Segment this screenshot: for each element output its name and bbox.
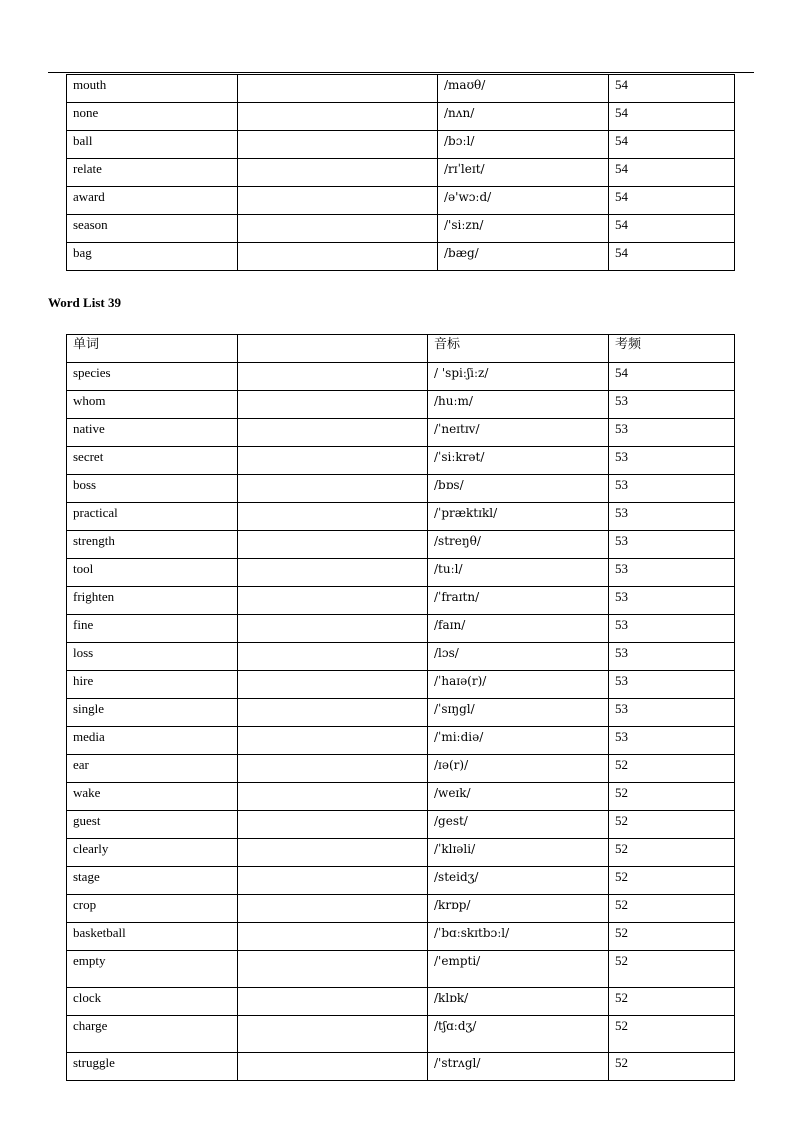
phonetic-cell: /krɒp/ [428, 895, 609, 923]
table-row [67, 699, 735, 727]
phonetic-cell: /ɪə(r)/ [428, 755, 609, 783]
blank-cell [238, 187, 438, 215]
frequency-cell: 53 [609, 615, 735, 643]
phonetic-cell: /weɪk/ [428, 783, 609, 811]
blank-cell [238, 159, 438, 187]
table-row [67, 988, 735, 1016]
phonetic-cell: /ˈneɪtɪv/ [428, 419, 609, 447]
table-row [67, 587, 735, 615]
phonetic-cell: /'empti/ [428, 951, 609, 988]
phonetic-cell: /nʌn/ [438, 103, 609, 131]
frequency-cell: 53 [609, 727, 735, 755]
header-rule [48, 72, 754, 73]
phonetic-cell: /tʃɑːdʒ/ [428, 1016, 609, 1053]
phonetic-cell: /steidʒ/ [428, 867, 609, 895]
frequency-cell: 54 [609, 103, 735, 131]
blank-cell [238, 419, 428, 447]
frequency-cell: 52 [609, 988, 735, 1016]
frequency-cell: 53 [609, 643, 735, 671]
blank-cell [238, 923, 428, 951]
word-list-table [66, 334, 735, 1081]
frequency-cell: 52 [609, 895, 735, 923]
phonetic-cell: /'siːzn/ [438, 215, 609, 243]
blank-cell [238, 643, 428, 671]
phonetic-cell: /faɪn/ [428, 615, 609, 643]
table-row [67, 243, 735, 271]
phonetic-cell: /ˈpræktɪkl/ [428, 503, 609, 531]
word-cell: boss [67, 475, 238, 503]
word-table-continued [66, 74, 735, 271]
blank-cell [238, 587, 428, 615]
word-cell: clearly [67, 839, 238, 867]
word-cell: bag [67, 243, 238, 271]
phonetic-cell: /lɔs/ [428, 643, 609, 671]
blank-cell [238, 363, 428, 391]
table-row [67, 559, 735, 587]
word-cell: guest [67, 811, 238, 839]
word-cell: basketball [67, 923, 238, 951]
frequency-cell: 52 [609, 1016, 735, 1053]
blank-cell [238, 755, 428, 783]
word-cell: media [67, 727, 238, 755]
phonetic-cell: /klɒk/ [428, 988, 609, 1016]
table-row [67, 475, 735, 503]
word-cell: practical [67, 503, 238, 531]
blank-cell [238, 475, 428, 503]
table-row [67, 215, 735, 243]
table-row [67, 159, 735, 187]
word-cell: secret [67, 447, 238, 475]
table-row [67, 923, 735, 951]
table-row [67, 895, 735, 923]
frequency-cell: 54 [609, 215, 735, 243]
blank-cell [238, 811, 428, 839]
blank-cell [238, 867, 428, 895]
word-cell: none [67, 103, 238, 131]
table-row [67, 75, 735, 103]
frequency-cell: 52 [609, 755, 735, 783]
phonetic-cell: /ˈhaɪə(r)/ [428, 671, 609, 699]
frequency-cell: 53 [609, 699, 735, 727]
table-row [67, 811, 735, 839]
frequency-cell: 54 [609, 75, 735, 103]
blank-cell [238, 727, 428, 755]
frequency-cell: 52 [609, 839, 735, 867]
blank-cell [238, 243, 438, 271]
word-cell: whom [67, 391, 238, 419]
frequency-cell: 53 [609, 391, 735, 419]
word-cell: stage [67, 867, 238, 895]
table-header-row [67, 335, 735, 363]
word-cell: hire [67, 671, 238, 699]
table-row [67, 727, 735, 755]
blank-cell [238, 75, 438, 103]
blank-cell [238, 215, 438, 243]
word-cell: crop [67, 895, 238, 923]
phonetic-cell: /huːm/ [428, 391, 609, 419]
frequency-cell: 53 [609, 531, 735, 559]
column-header-word: 单词 [67, 335, 238, 363]
section-heading: Word List 39 [48, 295, 121, 310]
table-row [67, 643, 735, 671]
blank-cell [238, 839, 428, 867]
table-row [67, 839, 735, 867]
phonetic-cell: /tuːl/ [428, 559, 609, 587]
phonetic-cell: /ˈbɑːskɪtbɔːl/ [428, 923, 609, 951]
word-cell: fine [67, 615, 238, 643]
frequency-cell: 52 [609, 811, 735, 839]
phonetic-cell: /bɒs/ [428, 475, 609, 503]
blank-cell [238, 615, 428, 643]
table-row [67, 103, 735, 131]
phonetic-cell: /gest/ [428, 811, 609, 839]
word-cell: strength [67, 531, 238, 559]
blank-cell [238, 447, 428, 475]
frequency-cell: 52 [609, 867, 735, 895]
table-row [67, 363, 735, 391]
blank-cell [238, 988, 428, 1016]
phonetic-cell: /ˈsɪŋgl/ [428, 699, 609, 727]
blank-cell [238, 335, 428, 363]
word-cell: season [67, 215, 238, 243]
frequency-cell: 52 [609, 1053, 735, 1081]
frequency-cell: 52 [609, 783, 735, 811]
phonetic-cell: /rɪˈleɪt/ [438, 159, 609, 187]
phonetic-cell: /ˈsiːkrət/ [428, 447, 609, 475]
word-cell: ball [67, 131, 238, 159]
frequency-cell: 54 [609, 131, 735, 159]
phonetic-cell: /bɔːl/ [438, 131, 609, 159]
table-row [67, 951, 735, 988]
table-row [67, 187, 735, 215]
phonetic-cell: /ˈklɪəli/ [428, 839, 609, 867]
frequency-cell: 53 [609, 475, 735, 503]
blank-cell [238, 783, 428, 811]
frequency-cell: 53 [609, 447, 735, 475]
phonetic-cell: /streŋθ/ [428, 531, 609, 559]
blank-cell [238, 895, 428, 923]
frequency-cell: 54 [609, 187, 735, 215]
word-cell: loss [67, 643, 238, 671]
frequency-cell: 53 [609, 503, 735, 531]
frequency-cell: 53 [609, 671, 735, 699]
blank-cell [238, 503, 428, 531]
table-row [67, 419, 735, 447]
table-row [67, 131, 735, 159]
word-cell: clock [67, 988, 238, 1016]
blank-cell [238, 1053, 428, 1081]
word-cell: species [67, 363, 238, 391]
table-row [67, 1016, 735, 1053]
table-row [67, 783, 735, 811]
table-row [67, 503, 735, 531]
table-row [67, 391, 735, 419]
phonetic-cell: /ˈmiːdiə/ [428, 727, 609, 755]
blank-cell [238, 131, 438, 159]
word-cell: tool [67, 559, 238, 587]
phonetic-cell: /bæg/ [438, 243, 609, 271]
column-header-frequency: 考频 [609, 335, 735, 363]
word-cell: native [67, 419, 238, 447]
blank-cell [238, 559, 428, 587]
blank-cell [238, 951, 428, 988]
word-cell: frighten [67, 587, 238, 615]
word-cell: charge [67, 1016, 238, 1053]
frequency-cell: 52 [609, 951, 735, 988]
phonetic-cell: /maʊθ/ [438, 75, 609, 103]
word-cell: empty [67, 951, 238, 988]
table-row [67, 615, 735, 643]
frequency-cell: 54 [609, 363, 735, 391]
table-row [67, 447, 735, 475]
word-cell: relate [67, 159, 238, 187]
blank-cell [238, 531, 428, 559]
frequency-cell: 53 [609, 419, 735, 447]
column-header-phonetic: 音标 [428, 335, 609, 363]
frequency-cell: 53 [609, 587, 735, 615]
frequency-cell: 53 [609, 559, 735, 587]
blank-cell [238, 103, 438, 131]
word-cell: single [67, 699, 238, 727]
phonetic-cell: / 'spiːʃiːz/ [428, 363, 609, 391]
word-cell: struggle [67, 1053, 238, 1081]
table-row [67, 1053, 735, 1081]
phonetic-cell: /'strʌgl/ [428, 1053, 609, 1081]
blank-cell [238, 391, 428, 419]
table-row [67, 531, 735, 559]
frequency-cell: 54 [609, 243, 735, 271]
blank-cell [238, 1016, 428, 1053]
frequency-cell: 52 [609, 923, 735, 951]
phonetic-cell: /ə'wɔːd/ [438, 187, 609, 215]
table-row [67, 755, 735, 783]
blank-cell [238, 699, 428, 727]
table-row [67, 867, 735, 895]
table-row [67, 671, 735, 699]
frequency-cell: 54 [609, 159, 735, 187]
blank-cell [238, 671, 428, 699]
word-cell: ear [67, 755, 238, 783]
phonetic-cell: /ˈfraɪtn/ [428, 587, 609, 615]
word-cell: wake [67, 783, 238, 811]
word-cell: award [67, 187, 238, 215]
word-cell: mouth [67, 75, 238, 103]
